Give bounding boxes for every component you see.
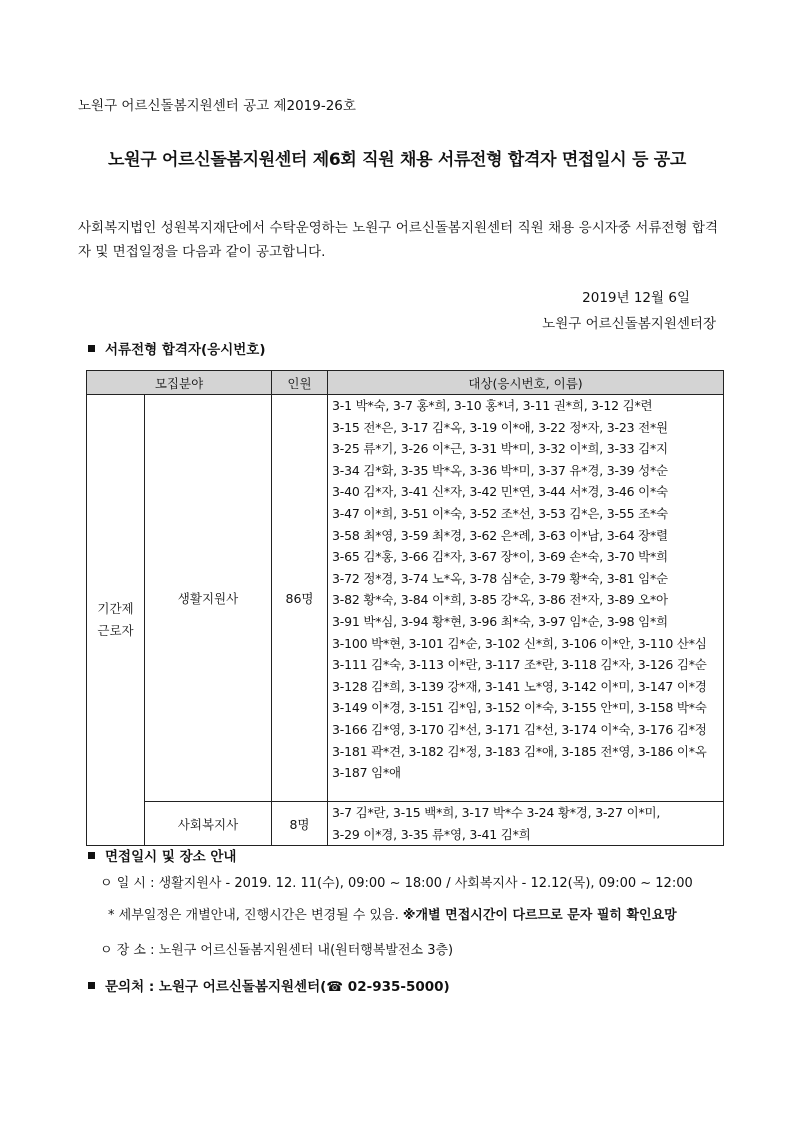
- list-item: 3-15 전*은, 3-17 김*옥, 3-19 이*애, 3-22 정*자, 3-23 전*원: [332, 419, 668, 435]
- category-label: 기간제 근로자: [97, 601, 134, 639]
- list-item: 3-149 이*경, 3-151 김*임, 3-152 이*숙, 3-155 안*미, 3-158 박*숙: [332, 700, 707, 716]
- list-item: 3-29 이*경, 3-35 류*영, 3-41 김*희: [332, 826, 531, 842]
- list-item: 3-72 정*경, 3-74 노*옥, 3-78 심*순, 3-79 황*숙, 3-81 임*순: [332, 570, 668, 586]
- section-heading-contact: [88, 975, 450, 995]
- page-title: 노원구 어르신돌봄지원센터 제6회 직원 채용 서류전형 합격자 면접일시 등 공고: [108, 150, 686, 170]
- category-cell: [87, 395, 145, 846]
- list-item: 3-7 김*란, 3-15 백*희, 3-17 박*수 3-24 황*경, 3-27 이*미,: [332, 805, 661, 820]
- notice-number: 노원구 어르신돌봄지원센터 공고 제2019-26호: [78, 98, 356, 114]
- list-item: 3-111 김*숙, 3-113 이*란, 3-117 조*란, 3-118 김*자, 3-126 김*순: [332, 657, 707, 673]
- list-item: 3-181 곽*견, 3-182 김*정, 3-183 김*애, 3-185 전*영, 3-186 이*옥: [332, 743, 707, 759]
- section-heading-text: 서류전형 합격자(응시번호): [105, 342, 266, 358]
- contact-text: 문의처 : 노원구 어르신돌봄지원센터(☎ 02-935-5000): [105, 979, 450, 995]
- schedule-line: ㅇ 일 시 : 생활지원사 - 2019. 12. 11(수), 09:00 ~ 18:00 / 사회복지사 - 12.12(목), 09:00 ~ 12:00: [100, 876, 693, 891]
- square-bullet-icon: [88, 982, 95, 989]
- field-cell: 생활지원사: [145, 395, 272, 802]
- table-row: [87, 395, 724, 802]
- table-row: [87, 802, 724, 846]
- square-bullet-icon: [88, 852, 95, 859]
- field-cell: 사회복지사: [145, 802, 272, 846]
- square-bullet-icon: [88, 345, 95, 352]
- note-bold: ※개별 면접시간이 다르므로 문자 필히 확인요망: [402, 908, 677, 923]
- section-heading-applicants: [88, 338, 266, 358]
- list-item: 3-82 황*숙, 3-84 이*희, 3-85 강*옥, 3-86 전*자, 3-89 오*아: [332, 592, 668, 608]
- list-item: 3-187 임*애: [332, 765, 401, 781]
- list-item: 3-40 김*자, 3-41 신*자, 3-42 민*연, 3-44 서*경, 3-46 이*숙: [332, 484, 668, 500]
- list-item: 3-47 이*희, 3-51 이*숙, 3-52 조*선, 3-53 김*은, 3-55 조*숙: [332, 505, 668, 521]
- header-field: 모집분야: [87, 371, 272, 395]
- count-cell: 8명: [272, 802, 328, 846]
- intro-paragraph: 사회복지법인 성원복지재단에서 수탁운영하는 노원구 어르신돌봄지원센터 직원 채용 응시자중 서류전형 합격자 및 면접일정을 다음과 같이 공고합니다.: [78, 220, 718, 260]
- table-header-row: [87, 371, 724, 395]
- header-count: 인원: [272, 371, 328, 395]
- count-cell: 86명: [272, 395, 328, 802]
- notice-date: 2019년 12월 6일: [582, 290, 690, 306]
- section-heading-text: 면접일시 및 장소 안내: [105, 849, 237, 865]
- section-heading-interview: [88, 845, 236, 865]
- applicants-table: [86, 370, 724, 846]
- list-item: 3-128 김*희, 3-139 강*재, 3-141 노*영, 3-142 이*미, 3-147 이*경: [332, 678, 707, 694]
- place-line: ㅇ 장 소 : 노원구 어르신돌봄지원센터 내(원터행복발전소 3층): [100, 943, 454, 958]
- list-item: 3-91 박*심, 3-94 황*현, 3-96 최*숙, 3-97 임*순, 3-98 임*희: [332, 613, 668, 629]
- issuer: 노원구 어르신돌봄지원센터장: [542, 316, 716, 332]
- list-item: 3-1 박*숙, 3-7 홍*희, 3-10 홍*녀, 3-11 권*희, 3-12 김*련: [332, 398, 653, 413]
- list-item: 3-25 류*기, 3-26 이*근, 3-31 박*미, 3-32 이*희, 3-33 김*지: [332, 441, 668, 457]
- list-item: 3-166 김*영, 3-170 김*선, 3-171 김*선, 3-174 이*숙, 3-176 김*정: [332, 721, 707, 737]
- list-item: 3-65 김*홍, 3-66 김*자, 3-67 장*이, 3-69 손*숙, 3-70 박*희: [332, 549, 668, 565]
- list-item: 3-58 최*영, 3-59 최*경, 3-62 은*례, 3-63 이*남, 3-64 장*렬: [332, 527, 668, 543]
- targets-cell: [328, 395, 724, 802]
- list-item: 3-34 김*화, 3-35 박*옥, 3-36 박*미, 3-37 유*경, 3-39 성*순: [332, 462, 668, 478]
- schedule-note: [108, 904, 677, 923]
- header-targets: 대상(응시번호, 이름): [328, 371, 724, 395]
- note-plain: * 세부일정은 개별안내, 진행시간은 변경될 수 있음.: [108, 908, 403, 923]
- list-item: 3-100 박*현, 3-101 김*순, 3-102 신*희, 3-106 이*안, 3-110 산*심: [332, 635, 707, 651]
- targets-cell: [328, 802, 724, 846]
